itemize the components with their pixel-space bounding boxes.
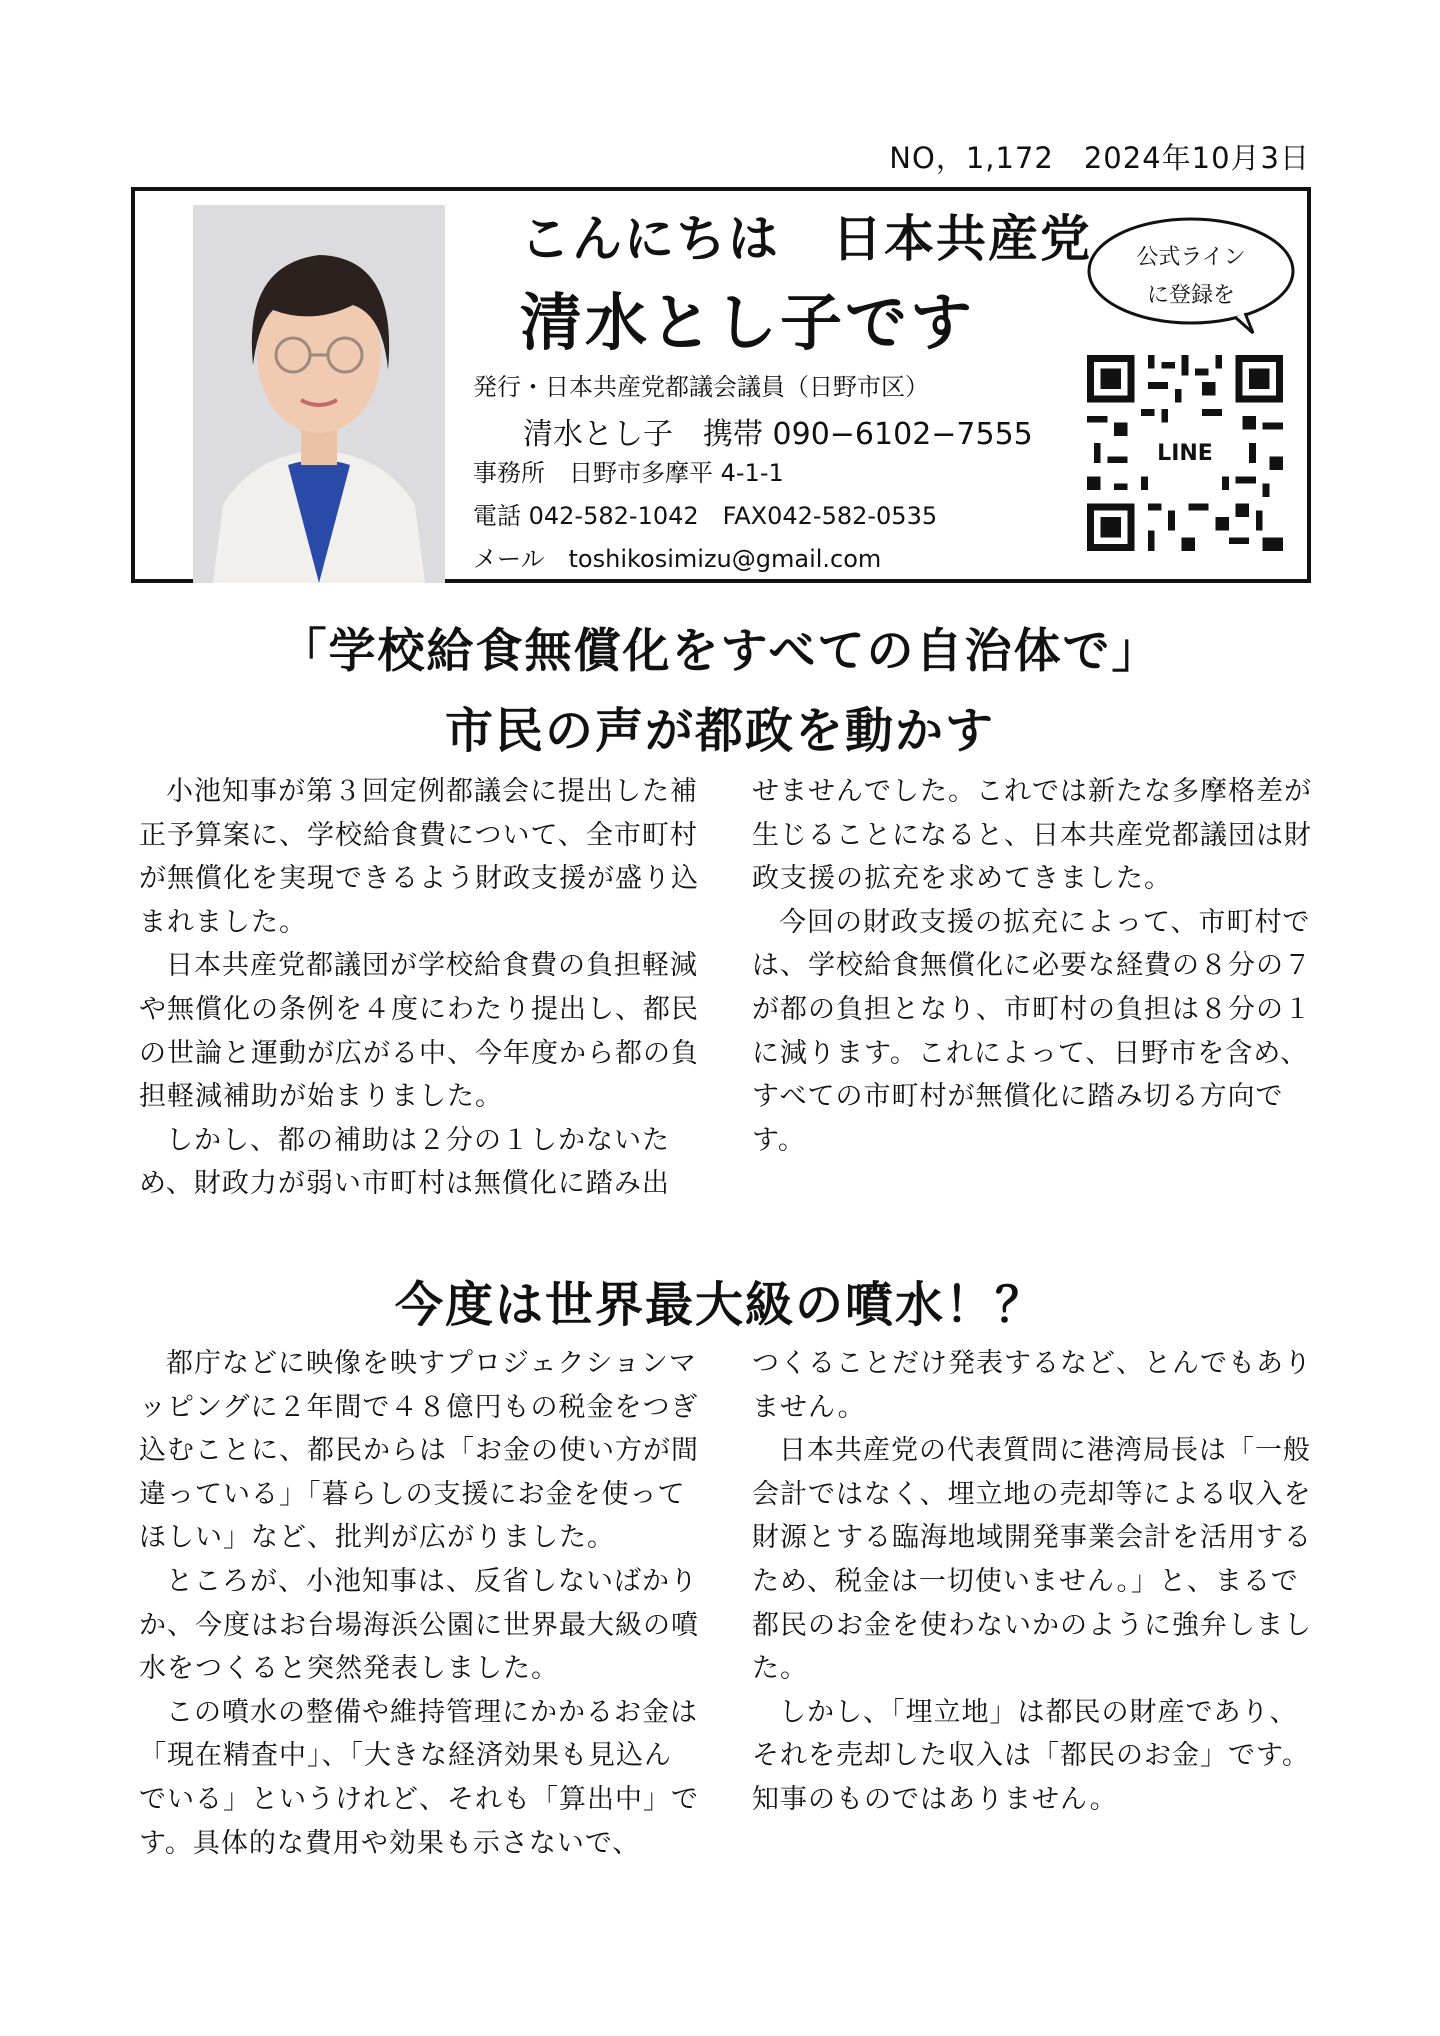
paragraph: しかし、都の補助は２分の１しかないため、財政力が弱い市町村は無償化に踏み出 [139,1124,670,1200]
mobile-info: 清水とし子 携帯 090−6102−7555 [523,417,1033,452]
phone-fax: 電話 042-582-1042 FAX042-582-0535 [473,502,938,530]
article2-title: 今度は世界最大級の噴水！？ [394,1277,1045,1333]
article1-title-line1: 「学校給食無償化をすべての自治体で」 [279,624,1161,679]
paragraph: しかし、「埋立地」は都民の財産であり、それを売却した収入は「都民のお金」です。知事のものではありません。 [752,1696,1310,1815]
paragraph: 日本共産党の代表質問に港湾局長は「一般会計ではなく、埋立地の売却等による収入を財源とする臨海地域開発事業会計を活用するため、税金は一切使いません。」と、まるで都民のお金を使わないかのように強弁しました。 [752,1435,1312,1685]
portrait-photo [193,205,445,583]
portrait-illustration [193,205,445,583]
bubble-text-line2: に登録を [1146,283,1235,308]
publisher-info: 発行・日本共産党都議会議員（日野市区） [473,373,929,401]
paragraph: 小池知事が第３回定例都議会に提出した補正予算案に、学校給食費について、全市町村が無償化を実現できるよう財政支援が盛り込まれました。 [139,776,699,938]
name-title: 清水とし子です [520,286,976,359]
office-address: 事務所 日野市多摩平 4-1-1 [473,459,784,487]
article1-title-line2: 市民の声が都政を動かす [444,703,995,759]
article1-right-column [752,770,1312,1162]
article2-right-column [752,1342,1312,1822]
bubble-text-line1: 公式ライン [1136,245,1246,270]
paragraph: 今回の財政支援の拡充によって、市町村では、学校給食無償化に必要な経費の８分の７が都の負担となり、市町村の負担は８分の１に減ります。これによって、日野市を含め、すべての市町村が無償化に踏み切る方向です。 [752,906,1312,1156]
paragraph: ところが、小池知事は、反省しないばかりか、今度はお台場海浜公園に世界最大級の噴水をつくると突然発表しました。 [139,1565,699,1685]
article2-left-column [139,1342,699,1865]
issue-number-date: NO，1,172 2024年10月3日 [889,141,1310,175]
masthead [131,187,1311,583]
paragraph-continued: せませんでした。これでは新たな多摩格差が生じることになると、日本共産党都議団は財政支援の拡充を求めてきました。 [752,776,1312,895]
line-qr-code[interactable] [1087,355,1283,551]
paragraph: この噴水の整備や維持管理にかかるお金は「現在精査中」、「大きな経済効果も見込んでいる」というけれど、それも「算出中」です。具体的な費用や効果も示さないで、 [139,1696,699,1859]
paragraph-continued: つくることだけ発表するなど、とんでもありません。 [752,1348,1312,1423]
line-label: LINE [1147,440,1223,468]
paragraph: 日本共産党都議団が学校給食費の負担軽減や無償化の条例を４度にわたり提出し、都民の世論と運動が広がる中、今年度から都の負担軽減補助が始まりました。 [139,950,699,1113]
article1-left-column [139,770,699,1206]
email-address[interactable]: メール toshikosimizu@gmail.com [473,545,882,573]
speech-bubble [1085,213,1297,335]
paragraph: 都庁などに映像を映すプロジェクションマッピングに２年間で４８億円もの税金をつぎ込むことに、都民からは「お金の使い方が間違っている」「暮らしの支援にお金を使ってほしい」など、批判が広がりました。 [139,1348,699,1554]
greeting-title: こんにちは 日本共産党 [520,210,1092,268]
